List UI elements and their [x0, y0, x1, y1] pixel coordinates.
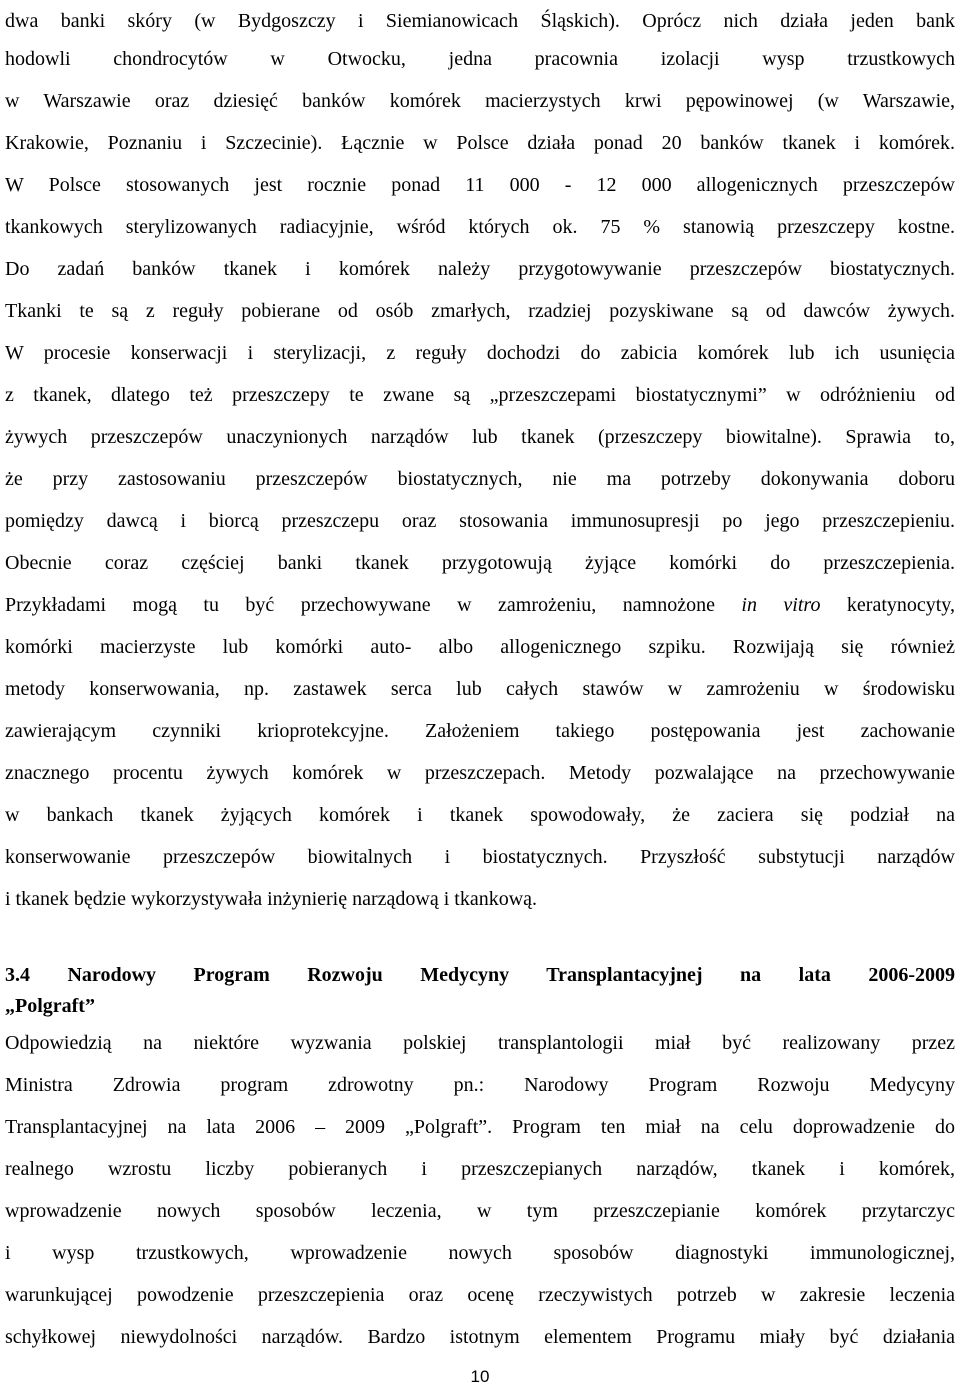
text-line: schyłkowej niewydolności narządów. Bardzo istotnym elementem Programu miały być działania — [5, 1326, 955, 1348]
section-heading-continuation: „Polgraft” — [5, 995, 95, 1017]
italic-term: in vitro — [741, 594, 821, 616]
text-line: Ministra Zdrowia program zdrowotny pn.: Narodowy Program Rozwoju Medycyny — [5, 1074, 955, 1096]
text-line: W procesie konserwacji i sterylizacji, z reguły dochodzi do zabicia komórek lub ich usunięcia — [5, 342, 955, 364]
text-line: Tkanki te są z reguły pobierane od osób zmarłych, rzadziej pozyskiwane są od dawców żywych. — [5, 300, 955, 322]
text-line: konserwowanie przeszczepów biowitalnych i biostatycznych. Przyszłość substytucji narządów — [5, 846, 955, 868]
text-line: warunkującej powodzenie przeszczepienia oraz ocenę rzeczywistych potrzeb w zakresie leczenia — [5, 1284, 955, 1306]
text-line: realnego wzrostu liczby pobieranych i przeszczepianych narządów, tkanek i komórek, — [5, 1158, 955, 1180]
text-line: w Warszawie oraz dziesięć banków komórek macierzystych krwi pępowinowej (w Warszawie, — [5, 90, 955, 112]
text-line — [5, 584, 955, 626]
text-line: i wysp trzustkowych, wprowadzenie nowych sposobów diagnostyki immunologicznej, — [5, 1242, 955, 1264]
text-line: pomiędzy dawcą i biorcą przeszczepu oraz stosowania immunosupresji po jego przeszczepieniu. — [5, 510, 955, 532]
text-line: Transplantacyjnej na lata 2006 – 2009 „Polgraft”. Program ten miał na celu doprowadzenie do — [5, 1116, 955, 1138]
text-line: hodowli chondrocytów w Otwocku, jedna pracownia izolacji wysp trzustkowych — [5, 48, 955, 70]
text-line: z tkanek, dlatego też przeszczepy te zwane są „przeszczepami biostatycznymi” w odróżnieniu od — [5, 384, 955, 406]
text-line: w bankach tkanek żyjących komórek i tkanek spowodowały, że zaciera się podział na — [5, 804, 955, 826]
page-number: 10 — [470, 1367, 490, 1386]
section-heading: 3.4 Narodowy Program Rozwoju Medycyny Transplantacyjnej na lata 2006-2009 — [5, 964, 955, 986]
text-line: i tkanek będzie wykorzystywała inżynierię narządową i tkankową. — [5, 888, 538, 910]
text-line: że przy zastosowaniu przeszczepów biostatycznych, nie ma potrzeby dokonywania doboru — [5, 468, 955, 490]
text-segment: Przykładami mogą tu być przechowywane w zamrożeniu, namnożone — [5, 594, 715, 616]
text-line: komórki macierzyste lub komórki auto- albo allogenicznego szpiku. Rozwijają się również — [5, 636, 955, 658]
text-line: żywych przeszczepów unaczynionych narządów lub tkanek (przeszczepy biowitalne). Sprawia to, — [5, 426, 955, 448]
text-line: Odpowiedzią na niektóre wyzwania polskiej transplantologii miał być realizowany przez — [5, 1032, 955, 1054]
text-line: znacznego procentu żywych komórek w przeszczepach. Metody pozwalające na przechowywanie — [5, 762, 955, 784]
text-line: zawierającym czynniki krioprotekcyjne. Założeniem takiego postępowania jest zachowanie — [5, 720, 955, 742]
text-line: Krakowie, Poznaniu i Szczecinie). Łącznie w Polsce działa ponad 20 banków tkanek i komórek. — [5, 132, 955, 154]
text-line: W Polsce stosowanych jest rocznie ponad 11 000 - 12 000 allogenicznych przeszczepów — [5, 174, 955, 196]
text-line: wprowadzenie nowych sposobów leczenia, w tym przeszczepianie komórek przytarczyc — [5, 1200, 955, 1222]
text-line: tkankowych sterylizowanych radiacyjnie, wśród których ok. 75 % stanowią przeszczepy kostne. — [5, 216, 955, 238]
text-line: dwa banki skóry (w Bydgoszczy i Siemianowicach Śląskich). Oprócz nich działa jeden bank — [5, 10, 955, 32]
text-segment: keratynocyty, — [846, 594, 956, 616]
text-line: Obecnie coraz częściej banki tkanek przygotowują żyjące komórki do przeszczepienia. — [5, 552, 955, 574]
text-line: Do zadań banków tkanek i komórek należy przygotowywanie przeszczepów biostatycznych. — [5, 258, 955, 280]
text-line: metody konserwowania, np. zastawek serca lub całych stawów w zamrożeniu w środowisku — [5, 678, 955, 700]
